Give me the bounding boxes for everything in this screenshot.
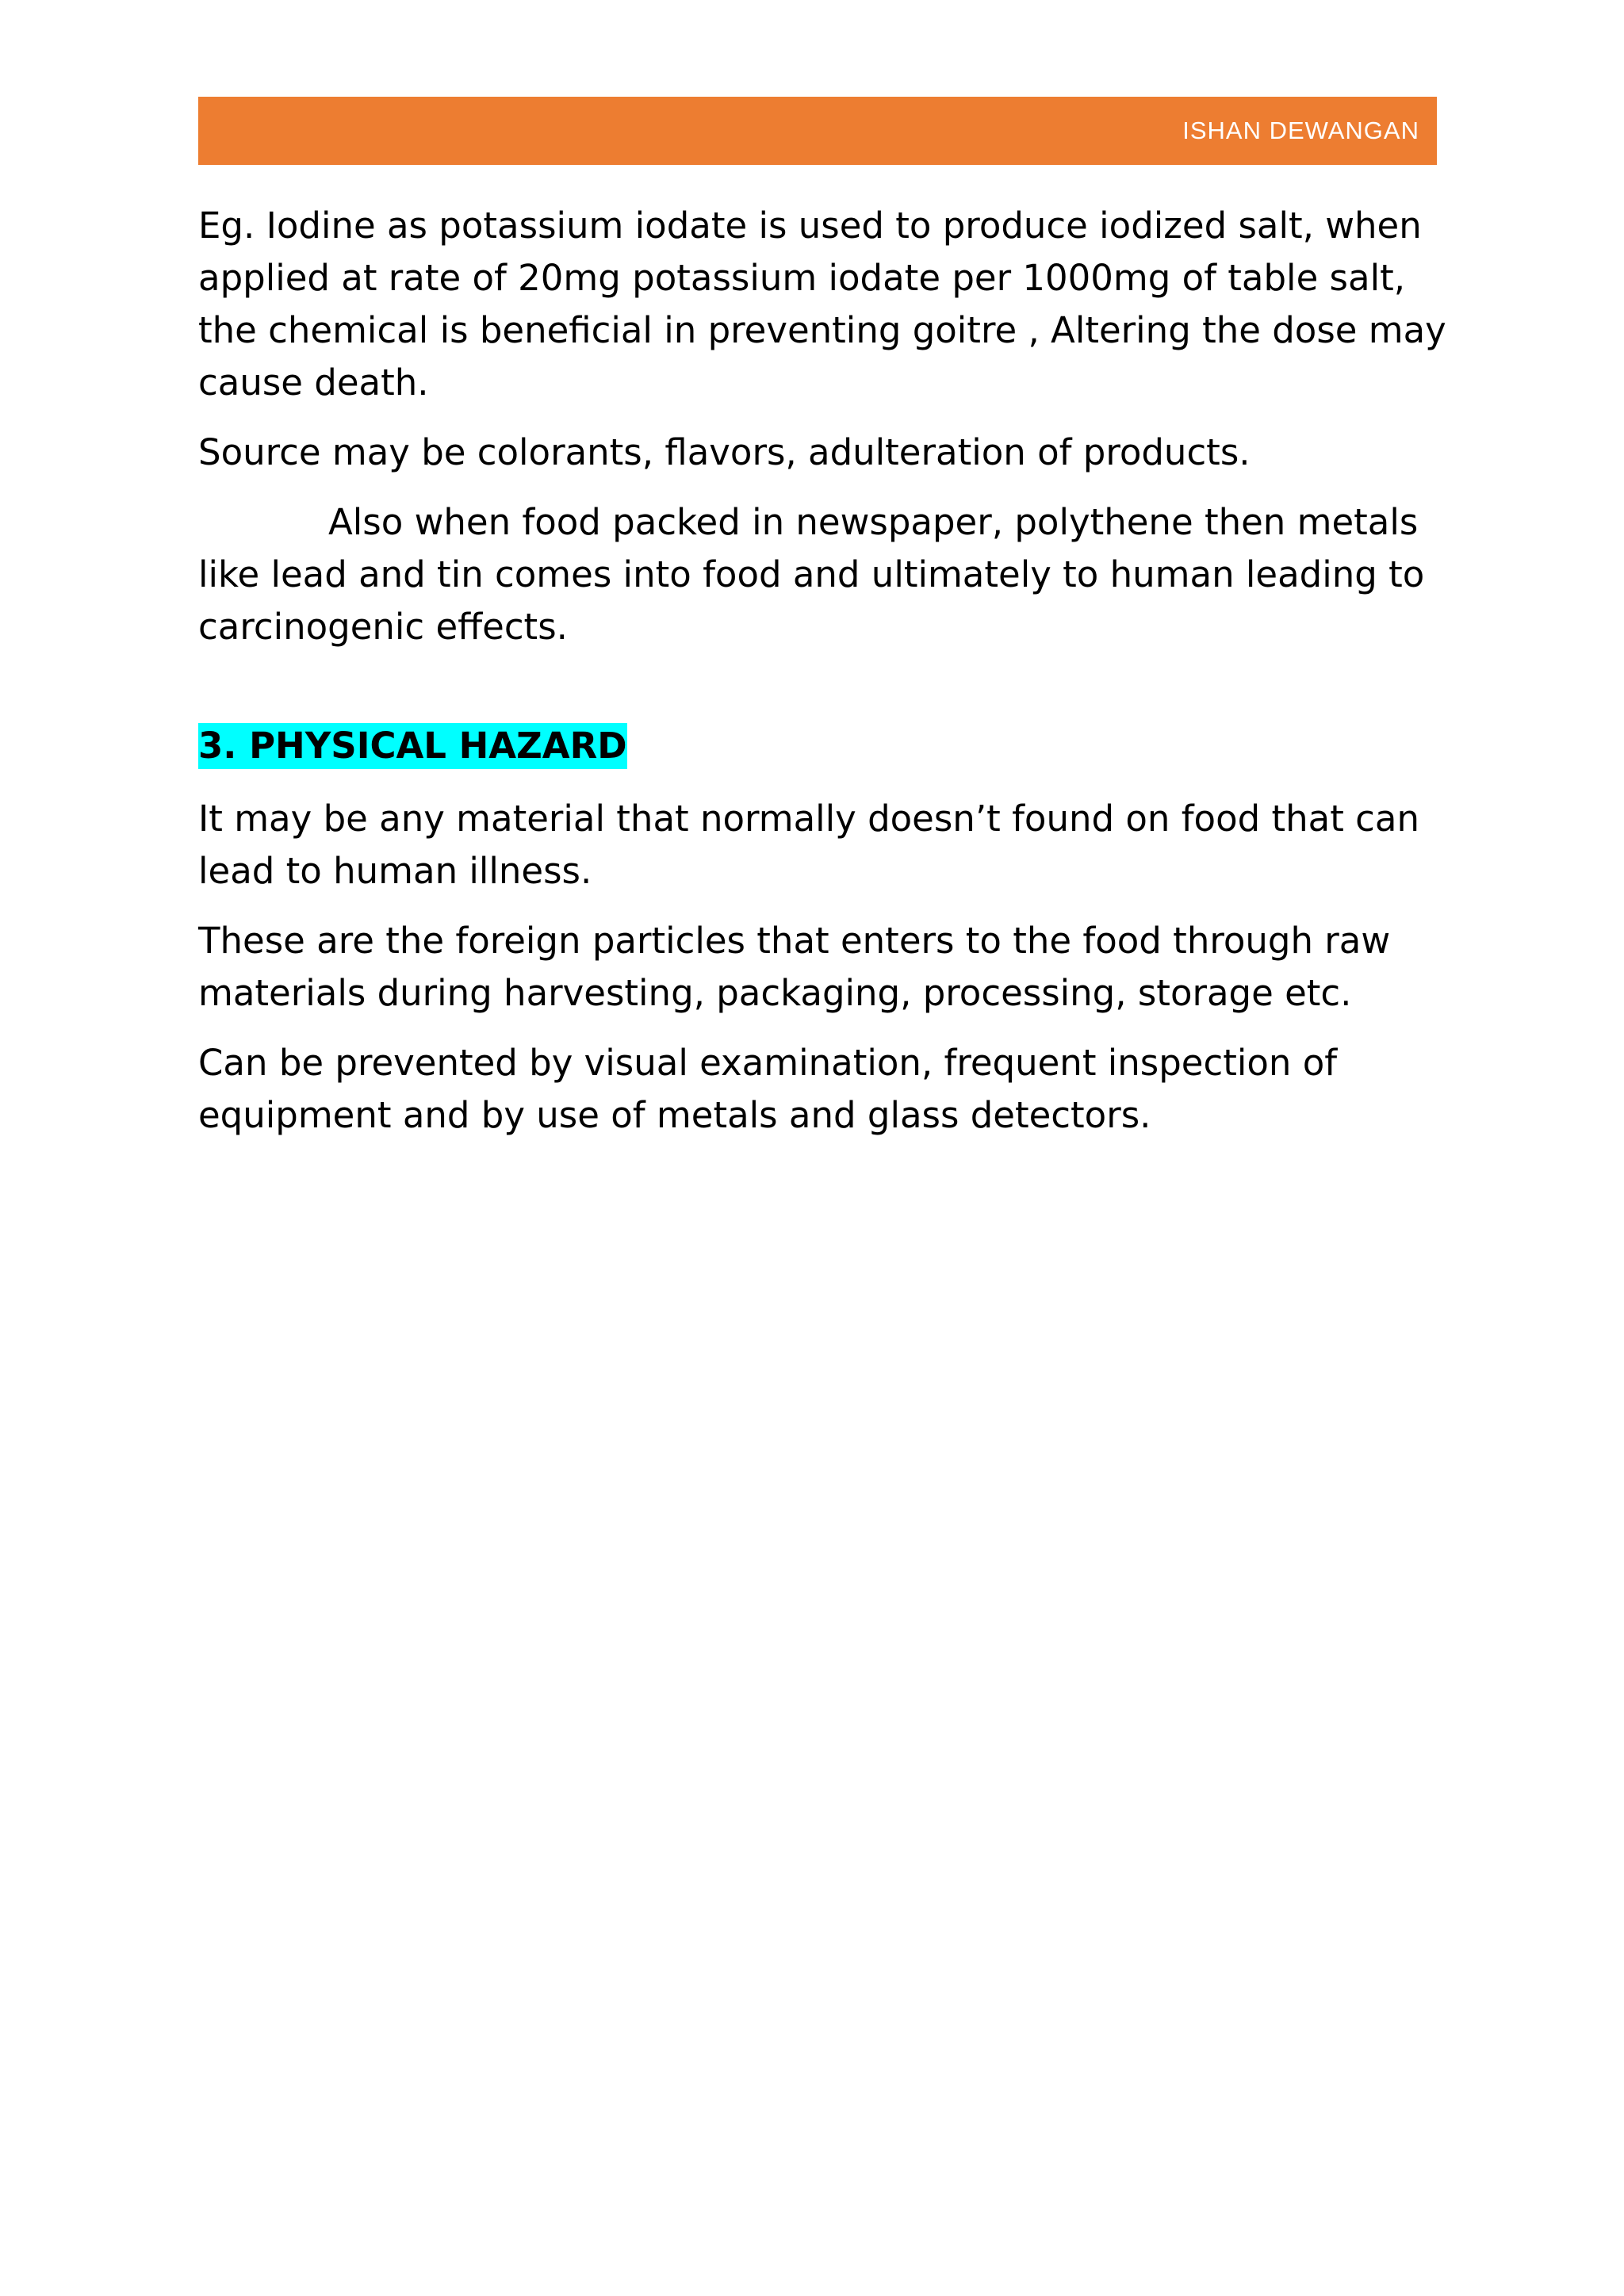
section-heading-physical-hazard: 3. PHYSICAL HAZARD [198, 723, 627, 769]
paragraph-sources: Source may be colorants, flavors, adulteration of products. [198, 431, 1251, 473]
header-author-name: ISHAN DEWANGAN [1182, 117, 1419, 144]
page-header-bar [198, 97, 1437, 165]
paragraph-newspaper-metals: Also when food packed in newspaper, polythene then metals like lead and tin comes into food and ultimately to human leading to carcinogenic effects. [198, 501, 1436, 648]
paragraph-physical-definition: It may be any material that normally doesn’t found on food that can lead to human illness. [198, 798, 1431, 892]
paragraph-iodine-example: Eg. Iodine as potassium iodate is used to produce iodized salt, when applied at rate of 20mg potassium iodate per 1000mg of table salt, the chemical is beneficial in preventing goitre , Altering the dose may cause death. [198, 205, 1458, 404]
section-heading-wrap [198, 723, 1451, 780]
document-body [198, 200, 1458, 1159]
paragraph-foreign-particles: These are the foreign particles that enters to the food through raw materials during harvesting, packaging, processing, storage etc. [198, 920, 1402, 1014]
section-spacer [198, 671, 1451, 723]
paragraph-prevention: Can be prevented by visual examination, frequent inspection of equipment and by use of metals and glass detectors. [198, 1042, 1349, 1136]
